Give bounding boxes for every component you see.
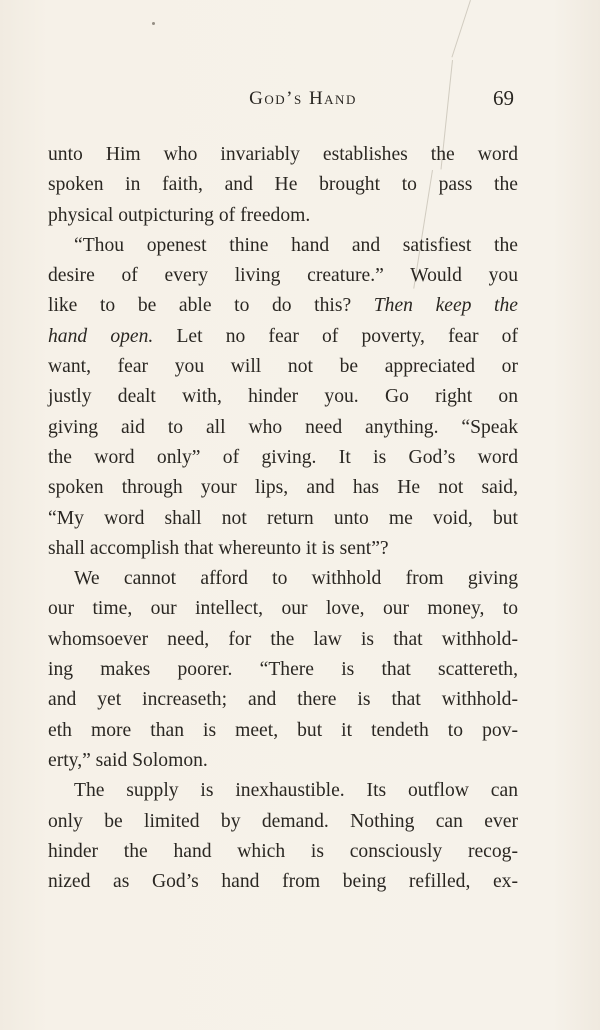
line-text: erty,” said Solomon. [48, 749, 208, 771]
italic-text: Then keep the [373, 295, 518, 317]
text-line [48, 291, 518, 321]
line-text: physical outpicturing of freedom. [48, 204, 311, 226]
line-text: nized as God’s hand from being refilled, ex- [48, 871, 518, 893]
text-line [48, 867, 518, 897]
text-line [48, 807, 518, 837]
line-text: Let no fear of poverty, fear of [153, 325, 518, 347]
line-text: our time, our intellect, our love, our money, to [48, 598, 518, 620]
text-line [48, 443, 518, 473]
line-text: ing makes poorer. “There is that scattereth, [48, 659, 518, 681]
pencil-mark [451, 0, 470, 57]
line-text: desire of every living creature.” Would you [48, 265, 518, 287]
body-text [48, 140, 518, 897]
line-text: want, fear you will not be appreciated or [48, 356, 518, 378]
text-line [48, 625, 518, 655]
line-text: unto Him who invariably establishes the word [48, 144, 518, 165]
text-line [48, 776, 518, 806]
line-text: spoken in faith, and He brought to pass the [48, 174, 518, 196]
text-line [48, 655, 518, 685]
text-line [48, 413, 518, 443]
text-line [48, 716, 518, 746]
chapter-title: God’s Hand [249, 88, 357, 109]
text-line [48, 201, 518, 231]
line-text: like to be able to do this? [48, 295, 374, 317]
ink-speck [152, 22, 155, 25]
line-text: The supply is inexhaustible. Its outflow can [74, 780, 518, 802]
line-text: eth more than is meet, but it tendeth to pov- [48, 719, 518, 741]
page-number: 69 [493, 86, 514, 110]
text-line [48, 564, 518, 594]
running-header [48, 86, 518, 116]
text-line [48, 837, 518, 867]
text-line [48, 594, 518, 624]
line-text: “Thou openest thine hand and satisfiest the [74, 234, 518, 256]
line-text: whomsoever need, for the law is that withhold- [48, 628, 518, 650]
line-text: spoken through your lips, and has He not said, [48, 477, 518, 499]
line-text: only be limited by demand. Nothing can ever [48, 810, 518, 832]
text-line [48, 382, 518, 412]
text-line [48, 170, 518, 200]
italic-text: hand open. [48, 325, 154, 347]
text-line [48, 231, 518, 261]
line-text: and yet increaseth; and there is that withhold- [48, 689, 518, 711]
text-line [48, 534, 518, 564]
line-text: justly dealt with, hinder you. Go right on [48, 386, 518, 408]
line-text: We cannot afford to withhold from giving [74, 568, 518, 590]
line-text: “My word shall not return unto me void, but [48, 507, 518, 529]
line-text: the word only” of giving. It is God’s word [48, 446, 518, 468]
text-line [48, 352, 518, 382]
line-text: giving aid to all who need anything. “Speak [48, 416, 518, 438]
text-line [48, 322, 518, 352]
text-line [48, 504, 518, 534]
text-line [48, 746, 518, 776]
line-text: shall accomplish that whereunto it is sent”? [48, 537, 389, 559]
line-text: hinder the hand which is consciously recog- [48, 840, 518, 862]
text-line [48, 473, 518, 503]
text-line [48, 140, 518, 170]
text-line [48, 685, 518, 715]
text-line [48, 261, 518, 291]
